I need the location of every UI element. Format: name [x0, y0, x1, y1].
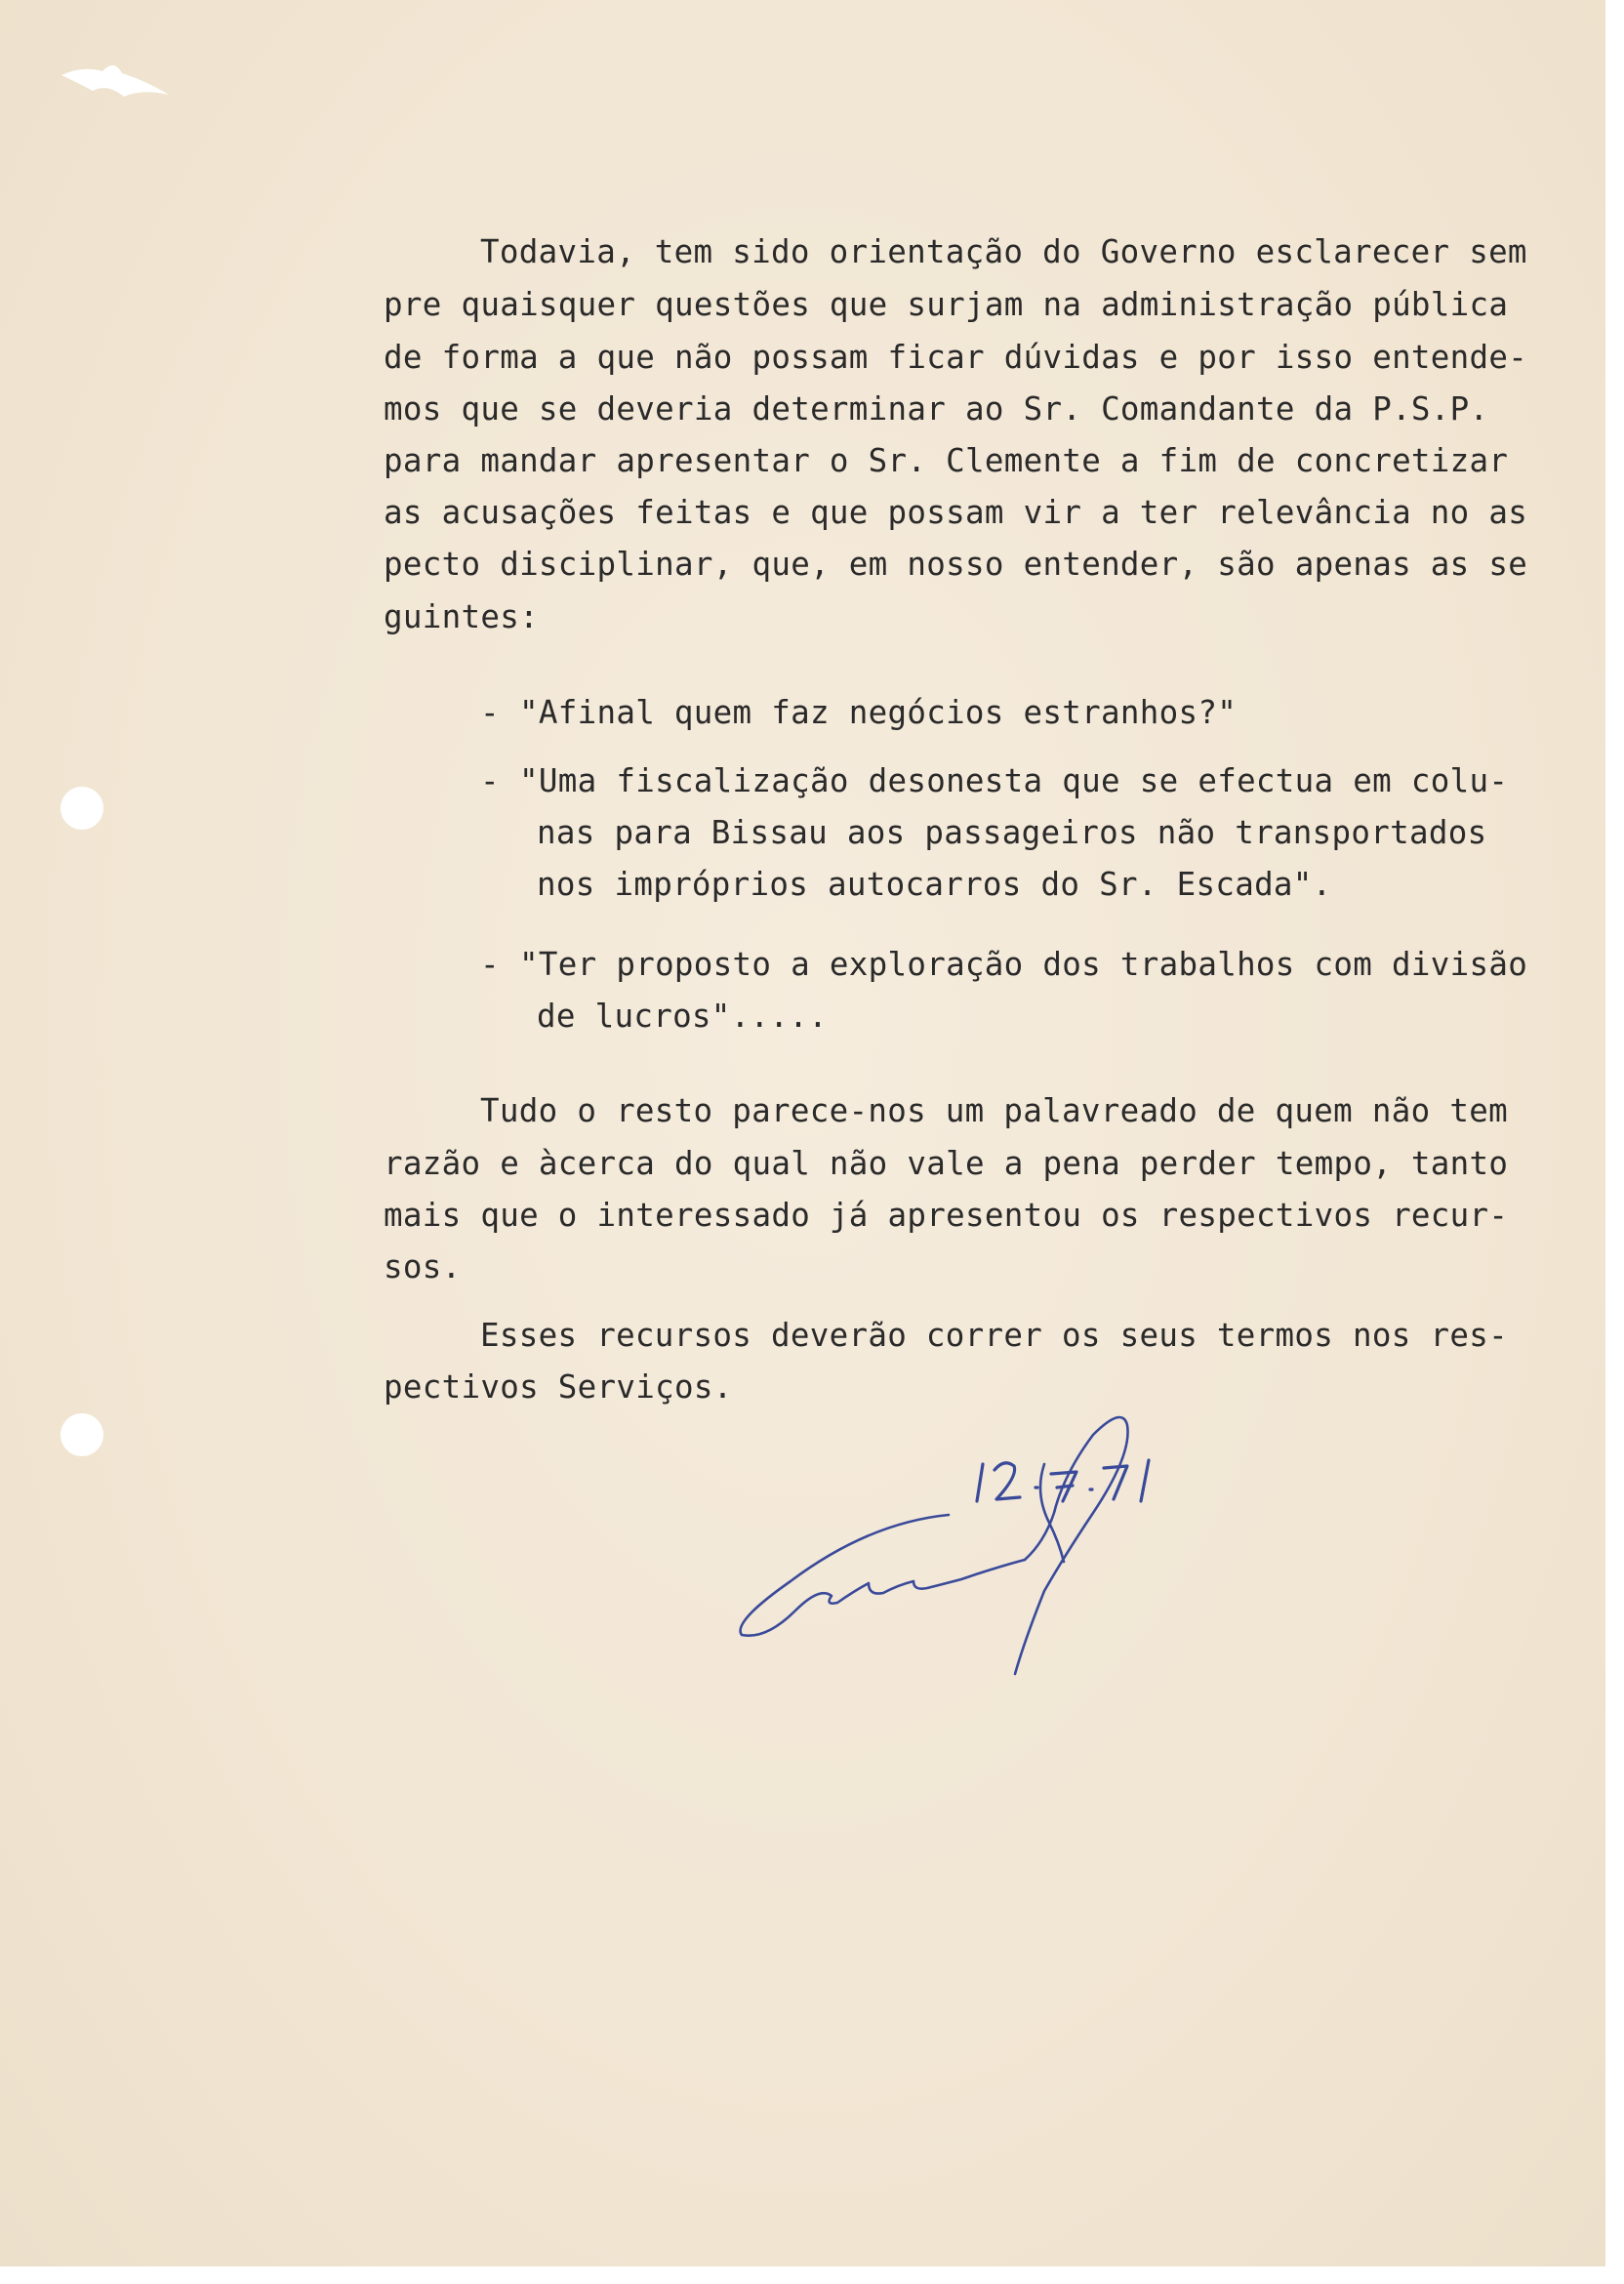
p1-line-2: pre quaisquer questões que surjam na administração pública [384, 286, 1509, 323]
bullet-2-line-2: nas para Bissau aos passageiros não transportados [537, 814, 1487, 851]
signature [722, 1396, 1347, 1689]
bullet-3-dash: - [480, 946, 500, 983]
punch-hole-bottom [61, 1413, 103, 1456]
p2-line-4: sos. [384, 1248, 462, 1285]
p3-line-1: Esses recursos deverão correr os seus termos nos res- [480, 1317, 1508, 1354]
p1-line-3: de forma a que não possam ficar dúvidas e por isso entende- [384, 339, 1528, 376]
p1-line-5: para mandar apresentar o Sr. Clemente a fim de concretizar [384, 442, 1509, 479]
p2-line-2: razão e àcerca do qual não vale a pena perder tempo, tanto [384, 1145, 1509, 1182]
bullet-2-dash: - [480, 762, 500, 799]
p2-line-1: Tudo o resto parece-nos um palavreado de quem não tem [480, 1092, 1508, 1129]
bullet-1-line-1: "Afinal quem faz negócios estranhos?" [519, 694, 1238, 731]
p1-line-6: as acusações feitas e que possam vir a ter relevância no as [384, 494, 1528, 531]
torn-corner [54, 54, 171, 102]
punch-hole-top [61, 787, 103, 830]
p1-line-8: guintes: [384, 598, 539, 635]
p3-line-2: pectivos Serviços. [384, 1368, 733, 1406]
p2-line-3: mais que o interessado já apresentou os respectivos recur- [384, 1197, 1509, 1234]
bullet-3-line-2: de lucros"..... [537, 998, 828, 1035]
p1-line-7: pecto disciplinar, que, em nosso entender, são apenas as se [384, 546, 1528, 583]
bullet-1-dash: - [480, 694, 500, 731]
bullet-2-line-1: "Uma fiscalização desonesta que se efectua em colu- [519, 762, 1509, 799]
p1-line-1: Todavia, tem sido orientação do Governo esclarecer sem [480, 233, 1527, 270]
bullet-2-line-3: nos impróprios autocarros do Sr. Escada". [537, 866, 1332, 903]
p1-line-4: mos que se deveria determinar ao Sr. Comandante da P.S.P. [384, 390, 1489, 428]
bullet-3-line-1: "Ter proposto a exploração dos trabalhos com divisão [519, 946, 1528, 983]
